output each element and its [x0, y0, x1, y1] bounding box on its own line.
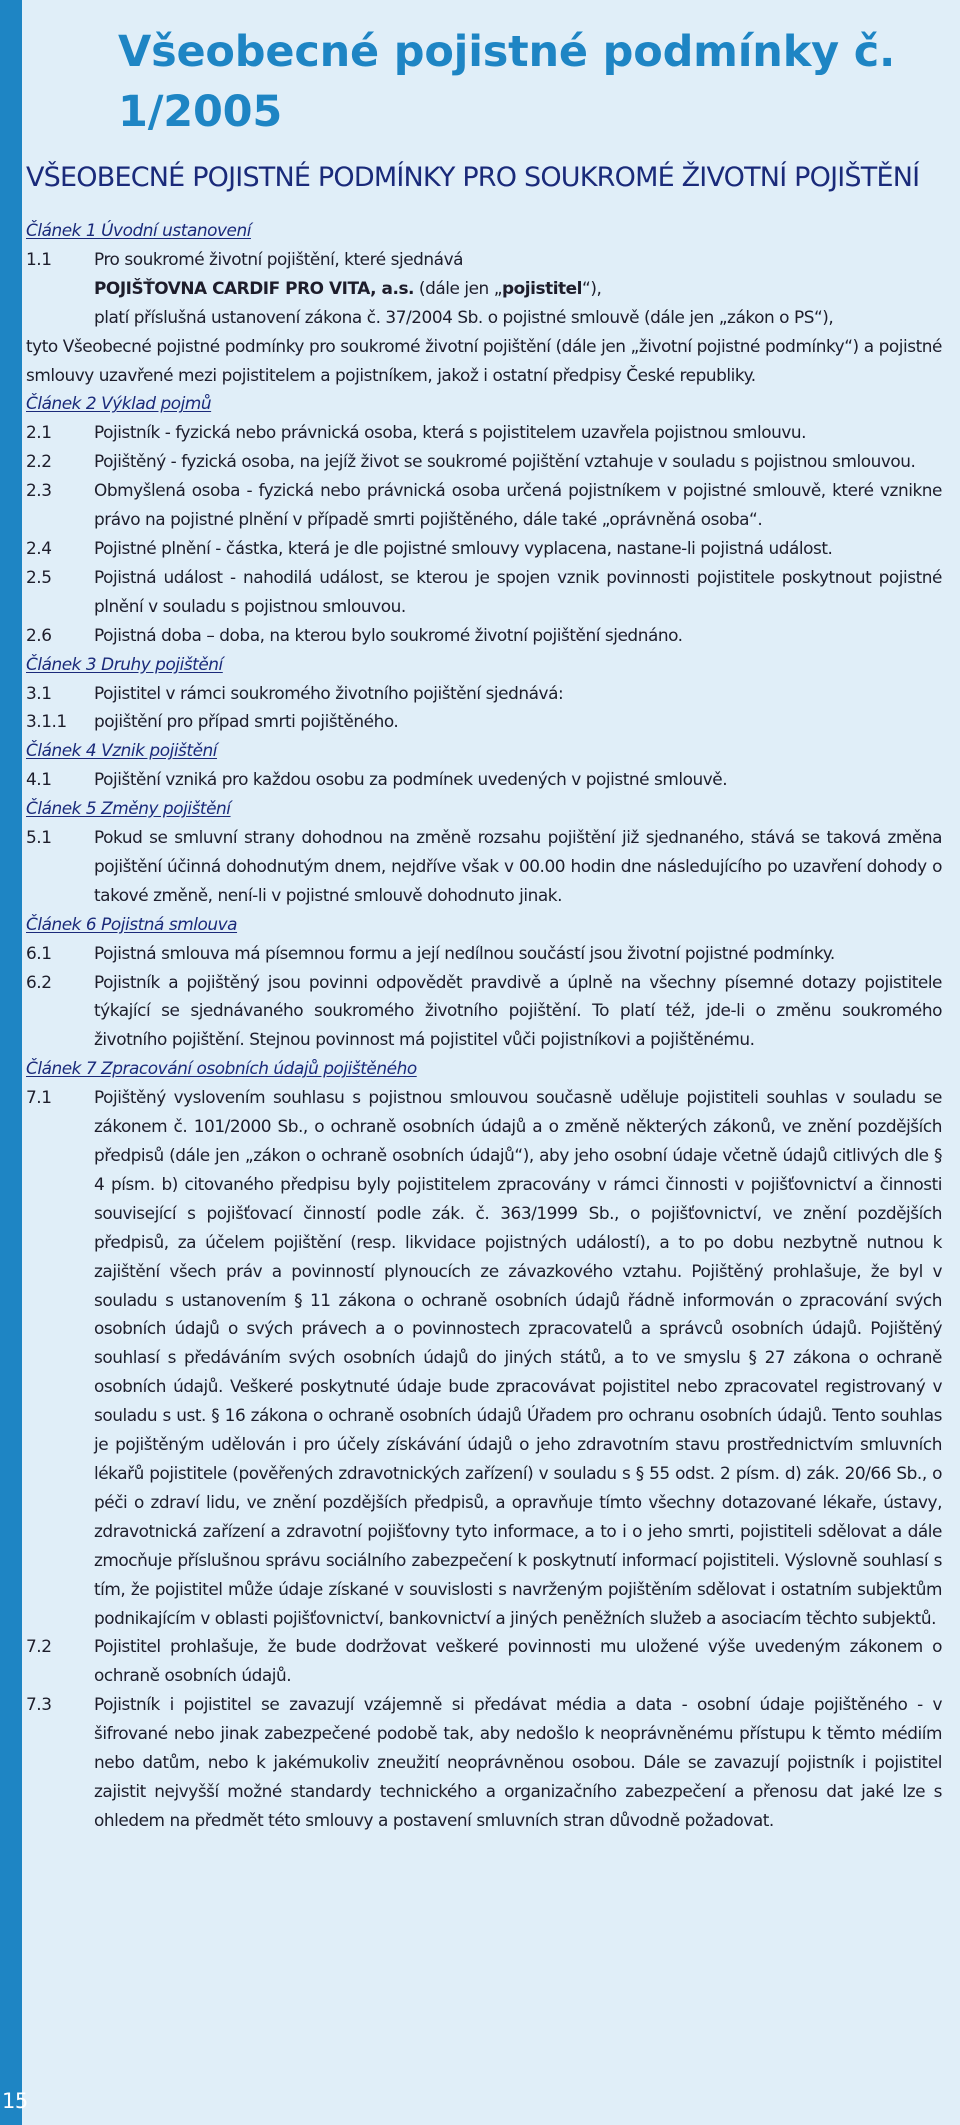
clause-2-5 [26, 563, 946, 621]
clause-line: Pro soukromé životní pojištění, které sjednává [94, 248, 464, 269]
clause-7-1 [26, 1083, 946, 1632]
clause-text: Pojištěný vyslovením souhlasu s pojistnou smlouvou současně uděluje pojistiteli souhlas v souladu se zákonem č. 101/2000 Sb., o ochraně osobních údajů a o změně některých zákonů, ve znění pozdějších předpisů (dále jen „zákon o ochraně osobních údajů“), aby jeho osobní údaje včetně údajů citlivých dle § 4 písm. b) citovaného předpisu byly pojistitelem zpracovány v rámci činnosti v pojišťovnictví a činnosti související s pojišťovací činností podle zák. č. 363/1999 Sb., o pojišťovnictví, ve znění pozdějších předpisů, za účelem pojištění (resp. likvidace pojistných událostí), a to po dobu nezbytně nutnou k zajištění všech práv a povinností plynoucích ze závazkového vztahu. Pojištěný prohlašuje, že byl v souladu s ustanovením § 11 zákona o ochraně osobních údajů řádně informován o zpracování svých osobních údajů o svých právech a o povinnostech zpracovatelů a správců osobních údajů. Pojištěný souhlasí s předáváním svých osobních údajů do jiných států, a to ve smyslu § 27 zákona o ochraně osobních údajů. Veškeré poskytnuté údaje bude zpracovávat pojistitel nebo zpracovatel registrovaný v souladu s ust. § 16 zákona o ochraně osobních údajů Úřadem pro ochranu osobních údajů. Tento souhlas je pojištěným udělován i pro účely získávání údajů o jeho zdravotním stavu prostřednictvím smluvních lékařů pojistitele (pověřených zdravotnických zařízení) v souladu s § 55 odst. 2 písm. d) zák. 20/66 Sb., o péči o zdraví lidu, ve znění pozdějších předpisů, a opravňuje tímto všechny dotazované lékaře, ústavy, zdravotnická zařízení a zdravotní pojišťovny tyto informace, a to i o jeho smrti, pojistiteli sdělovat a dále zmocňuje příslušnou správu sociálního zabezpečení k poskytnutí informací pojistiteli. Výslovně souhlasí s tím, že pojistitel může údaje získané v souvislosti s navrženým pojištěním sdělovat i ostatním subjektům podnikajícím v oblasti pojišťovnictví, bankovnictví a jiných peněžních služeb a asociacím těchto subjektů. [94, 1087, 942, 1628]
clause-2-1 [26, 418, 946, 447]
clause-text: Pojistitel v rámci soukromého životního pojištění sjednává: [94, 682, 564, 703]
clause-number: 3.1.1 [26, 711, 67, 732]
article-2-title: Článek 2 Výklad pojmů [26, 393, 212, 414]
article-5-title: Článek 5 Změny pojištění [26, 798, 231, 819]
clause-number: 7.3 [26, 1694, 52, 1715]
article-3-title: Článek 3 Druhy pojištění [26, 653, 223, 674]
clause-number: 6.2 [26, 971, 52, 992]
clause-number: 2.4 [26, 537, 52, 558]
clause-number: 4.1 [26, 769, 52, 790]
clause-3-1 [26, 679, 946, 708]
clause-2-6 [26, 621, 946, 650]
clause-text: Pojistník a pojištěný jsou povinni odpovědět pravdivě a úplně na všechny písemné dotazy pojistitele týkající se sjednávaného soukromého životního pojištění. To platí též, jde-li o změnu soukromého životního pojištění. Stejnou povinnost má pojistitel vůči pojistníkovi a pojištěnému. [94, 971, 942, 1050]
clause-6-2 [26, 968, 946, 1055]
clause-number: 2.3 [26, 480, 52, 501]
clause-number: 1.1 [26, 248, 52, 269]
clause-text: Pojištěný - fyzická osoba, na jejíž život se soukromé pojištění vztahuje v souladu s pojistnou smlouvou. [94, 451, 916, 472]
clause-text: Pojistné plnění - částka, která je dle pojistné smlouvy vyplacena, nastane-li pojistná událost. [94, 537, 833, 558]
clause-text [94, 245, 946, 332]
clause-2-3 [26, 476, 946, 534]
page-number: 15 [2, 2089, 28, 2113]
clause-text: Pokud se smluvní strany dohodnou na změně rozsahu pojištění již sjednaného, stává se taková změna pojištění účinná dohodnutým dnem, nejdříve však v 00.00 hodin dne následujícího po uzavření dohody o takové změně, není-li v pojistné smlouvě dohodnuto jinak. [94, 827, 942, 905]
clause-7-2 [26, 1632, 946, 1690]
article-1-title: Článek 1 Úvodní ustanovení [26, 220, 251, 240]
article-7-title: Článek 7 Zpracování osobních údajů pojištěného [26, 1058, 417, 1079]
side-color-bar [0, 0, 22, 2125]
clause-text: Pojištění vzniká pro každou osobu za podmínek uvedených v pojistné smlouvě. [94, 769, 728, 790]
clause-3-1-1 [26, 707, 946, 736]
clause-number: 5.1 [26, 827, 52, 848]
clause-line: POJIŠŤOVNA CARDIF PRO VITA, a.s. (dále jen „pojistitel“), [94, 277, 602, 298]
insurer-name: POJIŠŤOVNA CARDIF PRO VITA, a.s. [94, 277, 415, 298]
clause-number: 6.1 [26, 942, 52, 963]
clause-number: 2.2 [26, 451, 52, 472]
clause-text: pojištění pro případ smrti pojištěného. [94, 711, 399, 732]
clause-text: Pojistitel prohlašuje, že bude dodržovat veškeré povinnosti mu uložené výše uvedeným zákonem o ochraně osobních údajů. [94, 1636, 942, 1686]
clause-line: platí příslušná ustanovení zákona č. 37/2004 Sb. o pojistné smlouvě (dále jen „zákon o PS“), [94, 306, 834, 327]
clause-1-1 [26, 245, 946, 332]
document-content [26, 22, 946, 1835]
clause-text: Obmyšlená osoba - fyzická nebo právnická osoba určená pojistníkem v pojistné smlouvě, které vznikne právo na pojistné plnění v případě smrti pojištěného, dále také „oprávněná osoba“. [94, 480, 942, 530]
clause-text: Pojistná smlouva má písemnou formu a její nedílnou součástí jsou životní pojistné podmínky. [94, 942, 835, 963]
clause-2-4 [26, 534, 946, 563]
clause-text: Pojistník - fyzická nebo právnická osoba, která s pojistitelem uzavřela pojistnou smlouvu. [94, 422, 807, 443]
clause-5-1 [26, 823, 946, 910]
conditions-body [26, 216, 946, 1835]
document-heading: VŠEOBECNÉ POJISTNÉ PODMÍNKY PRO SOUKROMÉ ŽIVOTNÍ POJIŠTĚNÍ [26, 162, 920, 193]
clause-text: Pojistná událost - nahodilá událost, se kterou je spojen vznik povinnosti pojistitele poskytnout pojistné plnění v souladu s pojistnou smlouvou. [94, 566, 942, 616]
clause-number: 2.5 [26, 566, 52, 587]
clause-number: 3.1 [26, 682, 52, 703]
article-4-title: Článek 4 Vznik pojištění [26, 740, 218, 761]
clause-number: 2.6 [26, 624, 52, 645]
clause-number: 7.2 [26, 1636, 52, 1657]
page-title: Všeobecné pojistné podmínky č. 1/2005 [118, 27, 896, 137]
clause-text: Pojistná doba – doba, na kterou bylo soukromé životní pojištění sjednáno. [94, 624, 683, 645]
clause-number: 7.1 [26, 1087, 52, 1108]
clause-2-2 [26, 447, 946, 476]
clause-4-1 [26, 765, 946, 794]
clause-number: 2.1 [26, 422, 52, 443]
article-6-title: Článek 6 Pojistná smlouva [26, 913, 238, 934]
clause-6-1 [26, 939, 946, 968]
clause-7-3 [26, 1690, 946, 1835]
clause-text: Pojistník i pojistitel se zavazují vzájemně si předávat média a data - osobní údaje pojištěného - v šifrované nebo jinak zabezpečené podobě tak, aby nedošlo k neoprávněnému přístupu k těmto médiím nebo datům, nebo k jakémukoliv zneužití neoprávněnou osobou. Dále se zavazují pojistník i pojistitel zajistit nejvyšší možné standardy technického a organizačního zabezpečení a přenosu dat jaké lze s ohledem na předmět této smlouvy a postavení smluvních stran důvodně požadovat. [94, 1694, 942, 1830]
clause-1-1-continuation: tyto Všeobecné pojistné podmínky pro soukromé životní pojištění (dále jen „životní pojistné podmínky“) a pojistné smlouvy uzavřené mezi pojistitelem a pojistníkem, jakož i ostatní předpisy České republiky. [26, 335, 942, 385]
insurer-term: pojistitel [502, 277, 583, 298]
